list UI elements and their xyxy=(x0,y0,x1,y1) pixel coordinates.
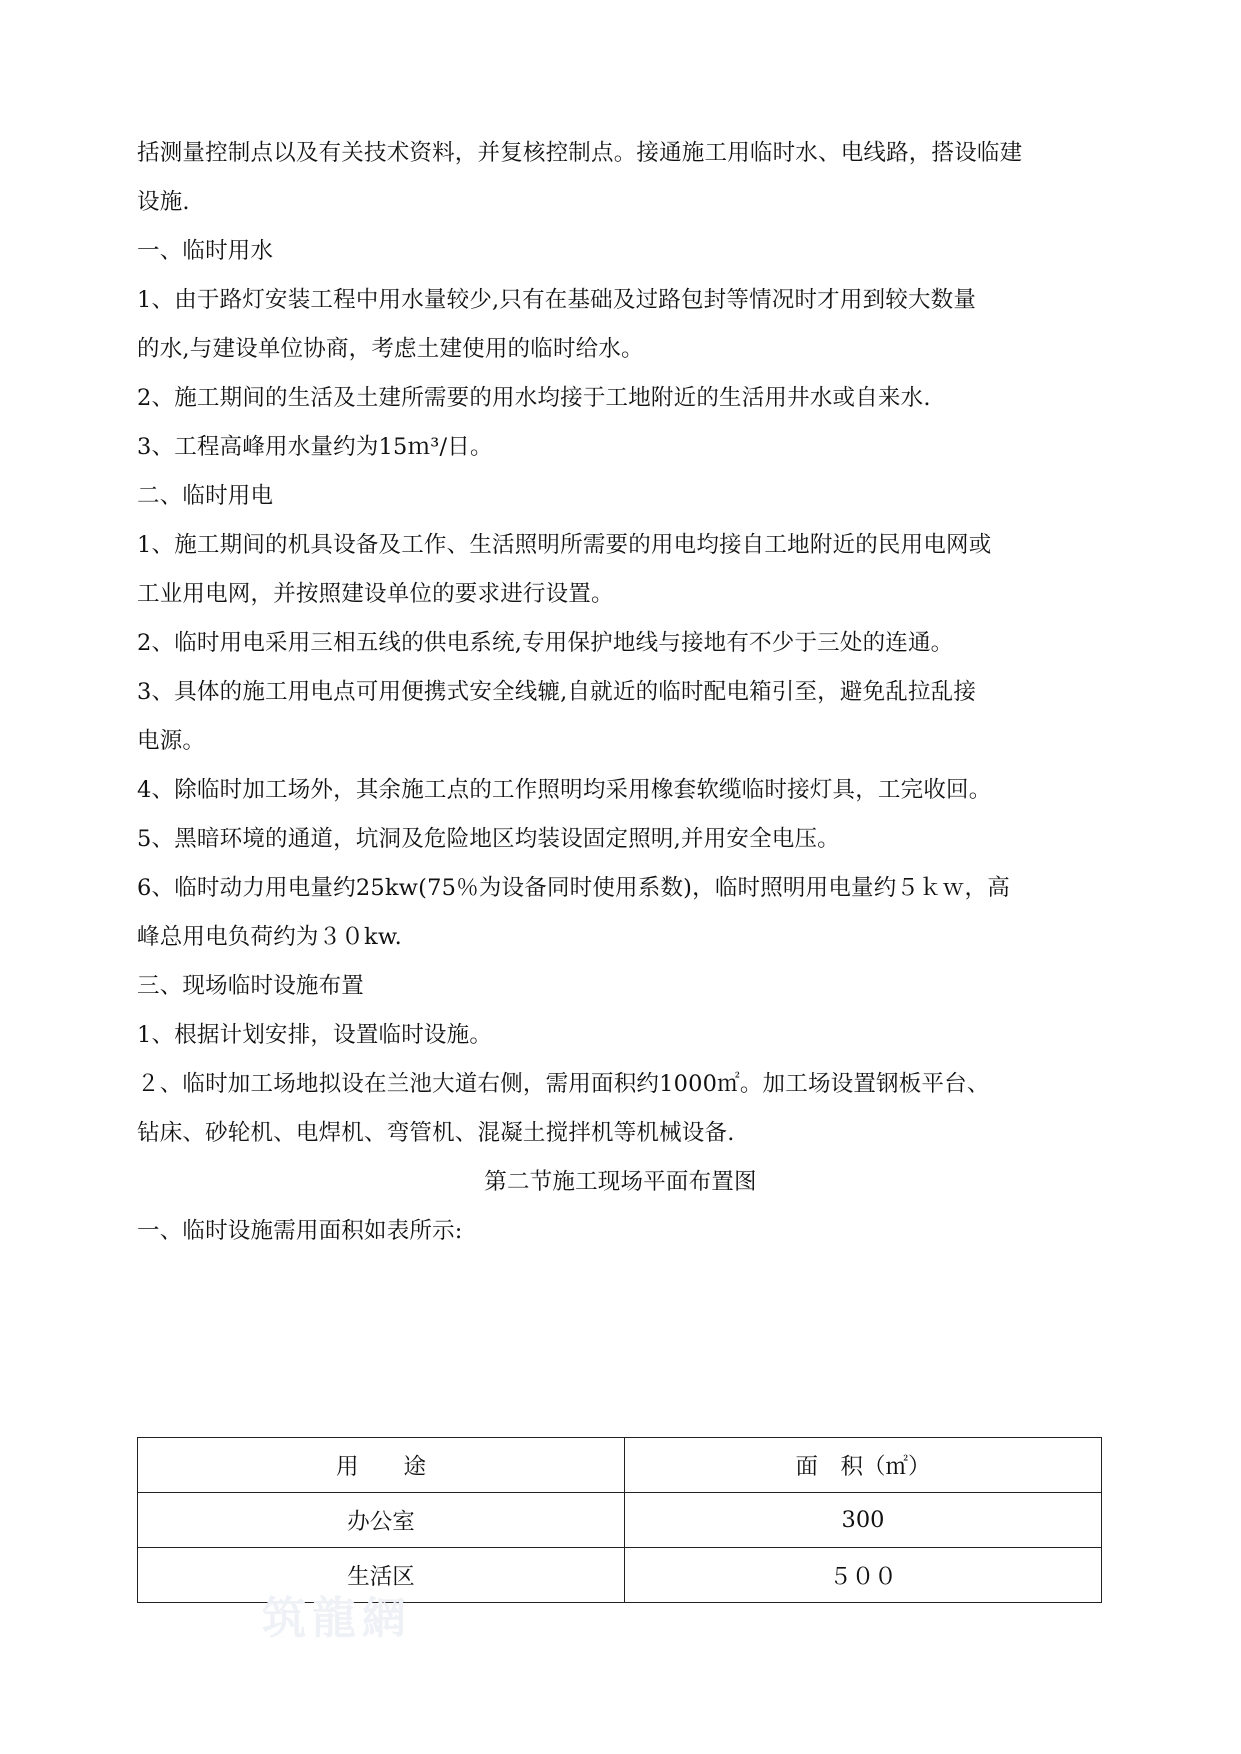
paragraph-line: 1、由于路灯安装工程中用水量较少,只有在基础及过路包封等情况时才用到较大数量 xyxy=(137,287,977,313)
section-heading: 一、临时用水 xyxy=(137,238,274,264)
paragraph-line: 2、临时用电采用三相五线的供电系统,专用保护地线与接地有不少于三处的连通。 xyxy=(137,630,954,656)
table-header-cell: 面 积（㎡） xyxy=(625,1438,1102,1493)
paragraph-line: 电源。 xyxy=(137,728,206,754)
table-cell: 办公室 xyxy=(138,1493,625,1548)
paragraph-line: 括测量控制点以及有关技术资料，并复核控制点。接通施工用临时水、电线路，搭设临建 xyxy=(137,140,1023,166)
table-header-cell: 用 途 xyxy=(138,1438,625,1493)
table-cell: 生活区 xyxy=(138,1548,625,1603)
table-row xyxy=(138,1493,1102,1548)
paragraph-line: 钻床、砂轮机、电焊机、弯管机、混凝土搅拌机等机械设备. xyxy=(137,1120,735,1146)
paragraph-line: 工业用电网，并按照建设单位的要求进行设置。 xyxy=(137,581,614,607)
paragraph-line: 4、除临时加工场外，其余施工点的工作照明均采用橡套软缆临时接灯具，工完收回。 xyxy=(137,777,992,803)
area-table xyxy=(137,1437,1102,1603)
watermark-logo: 筑龍網 xyxy=(262,1593,412,1644)
paragraph-line: 1、根据计划安排，设置临时设施。 xyxy=(137,1022,493,1048)
paragraph-line: 3、具体的施工用电点可用便携式安全线辘,自就近的临时配电箱引至，避免乱拉乱接 xyxy=(137,679,977,705)
paragraph-line: 6、临时动力用电量约25kw(75％为设备同时使用系数)，临时照明用电量约５ｋｗ，高 xyxy=(137,875,1010,901)
section-heading: 二、临时用电 xyxy=(137,483,274,509)
table-cell: 300 xyxy=(625,1493,1102,1548)
paragraph-line: 设施. xyxy=(137,189,190,215)
table-header-row xyxy=(138,1438,1102,1493)
paragraph-line: 1、施工期间的机具设备及工作、生活照明所需要的用电均接自工地附近的民用电网或 xyxy=(137,532,992,558)
paragraph-line: 峰总用电负荷约为３０kw. xyxy=(137,924,402,950)
section-title: 第二节施工现场平面布置图 xyxy=(484,1169,757,1195)
section-heading: 一、临时设施需用面积如表所示: xyxy=(137,1218,463,1244)
paragraph-line: 的水,与建设单位协商，考虑土建使用的临时给水。 xyxy=(137,336,644,362)
section-heading: 三、现场临时设施布置 xyxy=(137,973,365,999)
table-cell: ５００ xyxy=(625,1548,1102,1603)
paragraph-line: 3、工程高峰用水量约为15ｍ³/日。 xyxy=(137,434,493,460)
paragraph-line: ２、临时加工场地拟设在兰池大道右侧，需用面积约1000㎡。加工场设置钢板平台、 xyxy=(137,1071,990,1097)
paragraph-line: 5、黑暗环境的通道，坑洞及危险地区均装设固定照明,并用安全电压。 xyxy=(137,826,840,852)
paragraph-line: 2、施工期间的生活及土建所需要的用水均接于工地附近的生活用井水或自来水. xyxy=(137,385,931,411)
